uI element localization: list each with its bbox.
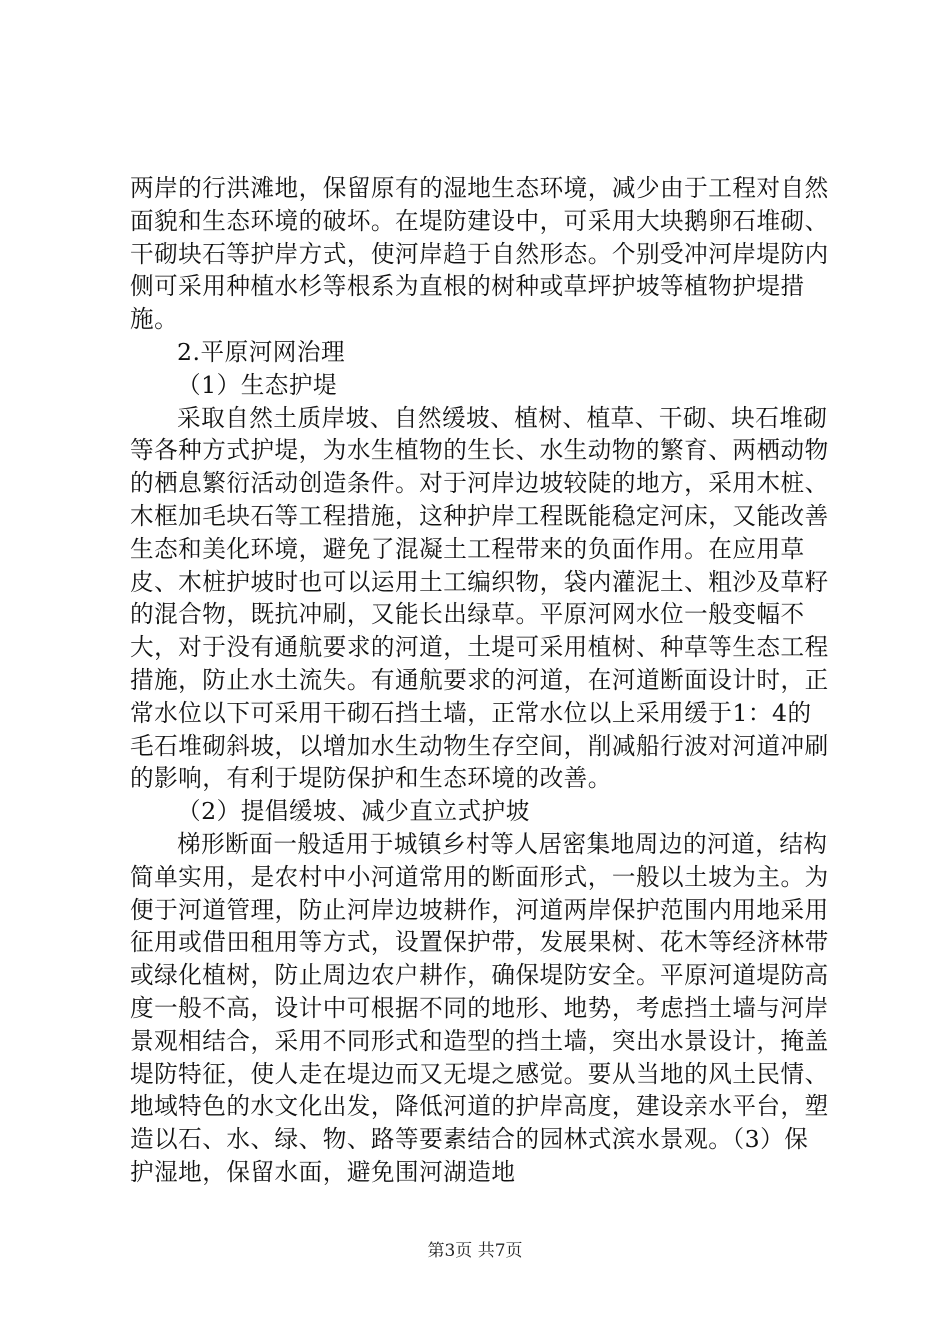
section-heading-plain-river-network: 2.平原河网治理	[177, 337, 346, 366]
document-body	[130, 172, 830, 1189]
paragraph-continuation: 两岸的行洪滩地，保留原有的湿地生态环境，减少由于工程对自然面貌和生态环境的破坏。在堤防建设中，可采用大块鹅卵石堆砌、干砌块石等护岸方式，使河岸趋于自然形态。个别受冲河岸堤防内侧可采用种植水杉等根系为直根的树种或草坪护坡等植物护堤措施。	[130, 174, 829, 334]
page-footer: 第3页 共7页	[427, 1241, 523, 1261]
paragraph-ecological-embankment: 采取自然土质岸坡、自然缓坡、植树、植草、干砌、块石堆砌等各种方式护堤，为水生植物的生长、水生动物的繁育、两栖动物的栖息繁衍活动创造条件。对于河岸边坡较陡的地方，采用木桩、木框加毛块石等工程措施，这种护岸工程既能稳定河床，又能改善生态和美化环境，避免了混凝土工程带来的负面作用。在应用草皮、木桩护坡时也可以运用土工编织物，袋内灌泥土、粗沙及草籽的混合物，既抗冲刷，又能长出绿草。平原河网水位一般变幅不大，对于没有通航要求的河道，土堤可采用植树、种草等生态工程措施，防止水土流失。有通航要求的河道，在河道断面设计时，正常水位以下可采用干砌石挡土墙，正常水位以上采用缓于1：4的毛石堆砌斜坡，以增加水生动物生存空间，削减船行波对河道冲刷的影响，有利于堤防保护和生态环境的改善。	[130, 403, 829, 793]
paragraph-gentle-slope: 梯形断面一般适用于城镇乡村等人居密集地周边的河道，结构简单实用，是农村中小河道常用的断面形式，一般以土坡为主。为便于河道管理，防止河岸边坡耕作，河道两岸保护范围内用地采用征用或借田租用等方式，设置保护带，发展果树、花木等经济林带或绿化植树，防止周边农户耕作，确保堤防安全。平原河道堤防高度一般不高，设计中可根据不同的地形、地势，考虑挡土墙与河岸景观相结合，采用不同形式和造型的挡土墙，突出水景设计，掩盖堤防特征，使人走在堤边而又无堤之感觉。要从当地的风土民情、地域特色的水文化出发，降低河道的护岸高度，建设亲水平台，塑造以石、水、绿、物、路等要素结合的园林式滨水景观。（3）保护湿地，保留水面，避免围河湖造地	[130, 829, 829, 1186]
subsection-heading-ecological-embankment: （1）生态护堤	[177, 370, 338, 399]
subsection-heading-gentle-slope: （2）提倡缓坡、减少直立式护坡	[177, 797, 530, 826]
